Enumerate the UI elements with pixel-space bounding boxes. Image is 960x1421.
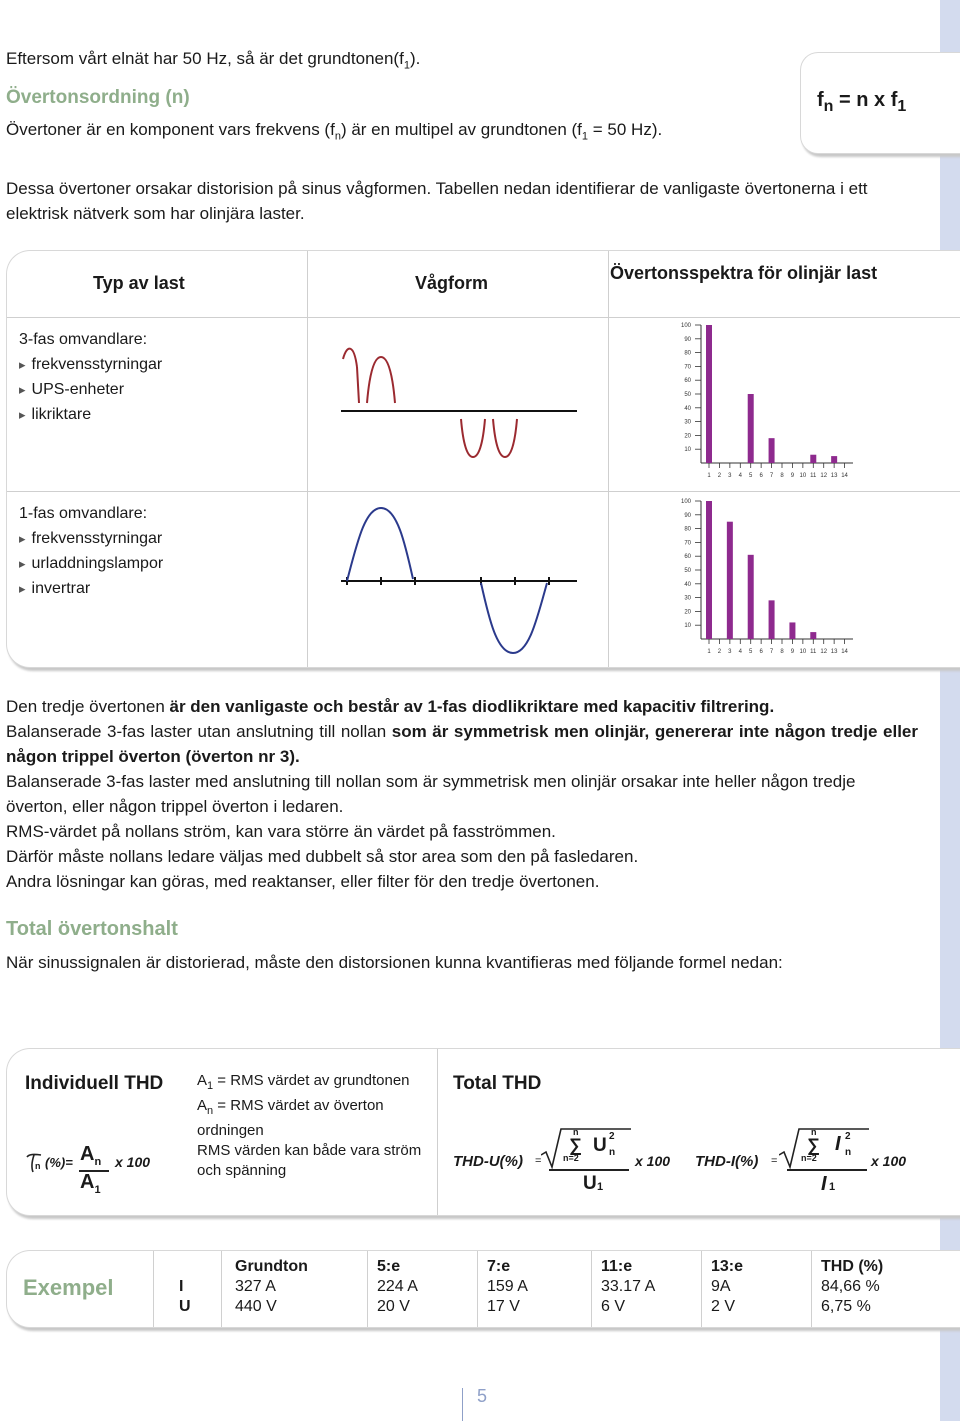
section-heading-thd: Total övertonshalt xyxy=(6,918,178,940)
example-voltage: 6 V xyxy=(601,1298,626,1315)
y-tick-label: 90 xyxy=(684,512,691,519)
example-column xyxy=(821,1257,883,1317)
waveform-curve xyxy=(481,583,547,653)
x-tick-label: 6 xyxy=(759,473,763,479)
individual-thd-title: Individuell THD xyxy=(25,1073,164,1094)
definition-a1: $A_1$ = RMS värdet av grundtonen xyxy=(197,1072,410,1092)
y-tick-label: 50 xyxy=(684,392,691,398)
example-column xyxy=(711,1257,743,1317)
x-tick-label: 3 xyxy=(728,473,732,479)
bar-harmonic-1 xyxy=(706,325,712,463)
x-tick-label: 7 xyxy=(769,473,774,479)
bar-harmonic-7 xyxy=(769,438,775,463)
x-tick-label: 12 xyxy=(820,473,828,479)
intro-paragraph: Dessa övertoner orsakar distorision på sinus vågformen. Tabellen nedan identifierar de vanligaste övertonerna i ett elektrisk nätverk som har olinjära laster. xyxy=(6,179,868,223)
bar-harmonic-11 xyxy=(810,455,816,463)
bar-harmonic-3 xyxy=(727,522,733,639)
y-tick-label: 30 xyxy=(684,419,691,426)
example-label: Exempel xyxy=(23,1275,114,1300)
definition-an: $A_n$ = RMS värdet av överton ordningen xyxy=(197,1097,384,1139)
body-paragraph: Balanserade 3-fas laster med anslutning till nollan som är symmetrisk men olinjär orsakar inte heller någon tredje överton, eller någon trippel överton i ledaren. xyxy=(6,772,856,816)
x-tick-label: 5 xyxy=(749,473,753,479)
header-spectrum: Övertonsspektra för olinjär last xyxy=(610,263,878,283)
column-divider xyxy=(591,1251,592,1327)
spectrum-chart-1phase xyxy=(667,495,857,667)
harmonic-formula: $f_n = n$ x $f_1$ xyxy=(817,89,907,115)
section-heading-order: Övertonsordning (n) xyxy=(6,87,190,109)
x-tick-label: 1 xyxy=(707,473,711,479)
x-tick-label: 6 xyxy=(759,649,763,655)
row1-load-list xyxy=(19,327,162,427)
example-voltage: 20 V xyxy=(377,1298,410,1315)
sqrt-sign xyxy=(779,1125,869,1169)
body-paragraph: Den tredje övertonen är den vanligaste och består av 1-fas diodlikriktare med kapacitiv filtrering. xyxy=(6,697,775,716)
column-divider xyxy=(221,1251,222,1327)
x-tick-label: 11 xyxy=(810,649,817,655)
x-tick-label: 7 xyxy=(769,649,774,655)
x-tick-label: 9 xyxy=(790,649,795,655)
example-voltage: 440 V xyxy=(235,1298,277,1315)
example-row-labels: I U xyxy=(179,1278,191,1315)
column-divider xyxy=(307,251,308,667)
x-tick-label: 10 xyxy=(799,649,807,655)
example-column xyxy=(377,1257,418,1317)
header-load-type: Typ av last xyxy=(93,273,185,293)
example-voltage: 17 V xyxy=(487,1298,520,1315)
y-tick-label: 30 xyxy=(684,595,691,602)
y-tick-label: 70 xyxy=(684,540,691,547)
waveform-curve xyxy=(493,419,517,457)
example-current: 84,66 % xyxy=(821,1278,880,1295)
example-current: 159 A xyxy=(487,1278,528,1295)
body-paragraph: Därför måste nollans ledare väljas med dubbelt så stor area som den på fasledaren. xyxy=(6,847,639,866)
footer-rule xyxy=(462,1388,463,1421)
formula-box xyxy=(800,52,960,154)
row2-title: 1-fas omvandlare: xyxy=(19,505,148,522)
row2-load-list xyxy=(19,501,163,601)
individual-thd-formula: n (%)= $A_n$ $A_1$ x 100 xyxy=(25,1143,187,1199)
column-divider xyxy=(701,1251,702,1327)
y-tick-label: 80 xyxy=(684,350,691,357)
x-tick-label: 11 xyxy=(810,473,817,479)
y-tick-label: 20 xyxy=(684,433,691,440)
y-tick-label: 70 xyxy=(684,364,691,371)
definition-note: RMS värden kan både vara ström och spänning xyxy=(197,1142,422,1179)
bar-harmonic-7 xyxy=(769,600,775,639)
body-paragraph: Andra lösningar kan göras, med reaktanser, eller filter för den tredje övertonen. xyxy=(6,872,600,891)
bar-harmonic-5 xyxy=(748,394,754,463)
waveform-curve xyxy=(343,349,359,403)
header-waveform: Vågform xyxy=(415,273,489,293)
total-thd-title: Total THD xyxy=(453,1073,542,1094)
sum-sign: ∑ xyxy=(807,1135,820,1155)
column-divider xyxy=(608,251,609,667)
thd-definitions xyxy=(197,1071,433,1181)
bar-harmonic-1 xyxy=(706,501,712,639)
intro-block xyxy=(6,46,786,150)
example-current: 9A xyxy=(711,1278,731,1295)
example-column xyxy=(235,1257,308,1317)
row-divider xyxy=(7,491,960,492)
x-tick-label: 10 xyxy=(799,473,807,479)
intro-line2: Övertoner är en komponent vars frekvens $(f_n)$ är en multipel av grundtonen ($f_1 = 50$ Hz). xyxy=(6,120,663,143)
example-voltage: 2 V xyxy=(711,1298,736,1315)
spectrum-chart-3phase xyxy=(667,319,857,491)
list-item: ▸ invertrar xyxy=(19,576,163,601)
example-column-head: Grundton xyxy=(235,1258,308,1275)
y-tick-label: 20 xyxy=(684,609,691,616)
waveform-curve xyxy=(367,357,395,403)
waveform-3phase xyxy=(337,339,587,479)
list-item: ▸ frekvensstyrningar xyxy=(19,352,162,377)
x-tick-label: 13 xyxy=(830,649,838,655)
y-tick-label: 60 xyxy=(684,554,691,561)
column-divider xyxy=(367,1251,368,1327)
waveform-1phase xyxy=(337,503,587,661)
example-column-head: 5:e xyxy=(377,1258,401,1275)
x-tick-label: 2 xyxy=(717,473,722,479)
y-tick-label: 100 xyxy=(680,499,691,505)
y-tick-label: 50 xyxy=(684,568,691,574)
example-current: 33.17 A xyxy=(601,1278,656,1295)
bar-harmonic-5 xyxy=(748,555,754,639)
y-tick-label: 100 xyxy=(680,323,691,329)
column-divider xyxy=(477,1251,478,1327)
example-column-head: 13:e xyxy=(711,1258,744,1275)
x-tick-label: 3 xyxy=(728,649,732,655)
bar-harmonic-9 xyxy=(789,622,795,639)
x-tick-label: 14 xyxy=(841,473,848,479)
waveform-curve xyxy=(347,508,413,581)
thd-formula-box xyxy=(6,1048,960,1216)
fraction-line xyxy=(787,1169,867,1171)
body-paragraph: RMS-värdet på nollans ström, kan vara större än värdet på fasströmmen. xyxy=(6,822,556,841)
page-number: 5 xyxy=(477,1386,488,1406)
fraction-line xyxy=(549,1169,629,1171)
sum-sign: ∑ xyxy=(569,1135,582,1155)
example-column xyxy=(601,1257,655,1317)
example-column-head: 7:e xyxy=(487,1258,511,1275)
y-tick-label: 80 xyxy=(684,526,691,533)
y-tick-label: 10 xyxy=(684,447,691,454)
x-tick-label: 13 xyxy=(830,473,838,479)
thd-i-formula: THD-I(%) = n ∑ n=2 I 2 n I 1 x 100 xyxy=(695,1127,907,1195)
x-tick-label: 2 xyxy=(717,649,722,655)
x-tick-label: 5 xyxy=(749,649,753,655)
list-item: ▸ urladdningslampor xyxy=(19,551,163,576)
body-paragraph: Balanserade 3-fas laster utan anslutning till nollan som är symmetrisk men olinjär, genererar inte någon tredje eller någon trippel överton (överton nr 3). xyxy=(6,722,918,766)
x-tick-label: 12 xyxy=(820,649,828,655)
x-tick-label: 14 xyxy=(841,649,848,655)
sqrt-sign xyxy=(541,1125,631,1169)
x-tick-label: 4 xyxy=(738,649,742,655)
x-tick-label: 4 xyxy=(738,473,742,479)
list-item: ▸ UPS-enheter xyxy=(19,377,162,402)
thd-intro: När sinussignalen är distorierad, måste den distorsionen kunna kvantifieras med följande formel nedan: xyxy=(6,953,783,972)
x-tick-label: 1 xyxy=(707,649,711,655)
column-divider xyxy=(437,1049,438,1215)
body-text xyxy=(6,694,918,894)
example-column-head: 11:e xyxy=(601,1258,633,1275)
example-column-head: THD (%) xyxy=(821,1258,884,1275)
example-box xyxy=(6,1250,960,1328)
y-tick-label: 90 xyxy=(684,336,691,343)
thd-u-formula: THD-U(%) = n ∑ n=2 U 2 n U 1 x 100 xyxy=(453,1127,671,1194)
x-tick-label: 8 xyxy=(780,649,784,655)
example-current: 327 A xyxy=(235,1278,276,1295)
column-divider xyxy=(153,1251,154,1327)
y-tick-label: 40 xyxy=(684,581,691,588)
example-column xyxy=(487,1257,528,1317)
header-divider xyxy=(7,317,960,318)
harmonics-table xyxy=(6,250,960,668)
y-tick-label: 10 xyxy=(684,623,691,630)
list-item: ▸ frekvensstyrningar xyxy=(19,526,163,551)
example-current: 224 A xyxy=(377,1278,418,1295)
x-tick-label: 9 xyxy=(790,473,795,479)
row1-title: 3-fas omvandlare: xyxy=(19,331,148,348)
example-voltage: 6,75 % xyxy=(821,1298,871,1315)
y-tick-label: 40 xyxy=(684,405,691,412)
y-tick-label: 60 xyxy=(684,378,691,385)
intro-line1: Eftersom vårt elnät har 50 Hz, så är $\det grundtonen(f_1)$. xyxy=(6,49,421,72)
list-item: ▸ likriktare xyxy=(19,402,162,427)
column-divider xyxy=(811,1251,812,1327)
waveform-curve xyxy=(461,419,485,457)
bar-harmonic-13 xyxy=(831,456,837,463)
x-tick-label: 8 xyxy=(780,473,784,479)
bar-harmonic-11 xyxy=(810,632,816,639)
